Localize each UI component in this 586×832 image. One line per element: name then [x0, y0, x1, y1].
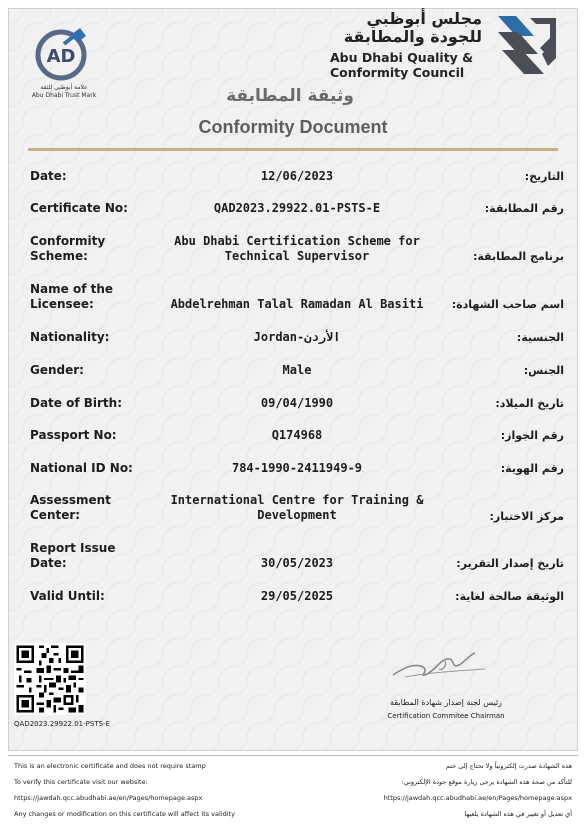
field-label-arabic: رقم الجواز:: [500, 429, 564, 442]
field-value: Male: [282, 363, 312, 377]
qr-certificate-number: QAD2023.29922.01-PSTS-E: [14, 720, 110, 728]
chairman-title: Certification Commitee Chairman: [387, 712, 505, 720]
field-value: Abu Dhabi Certification Scheme for Technical Supervisor: [174, 234, 420, 263]
field-value: 09/04/1990: [260, 396, 334, 410]
field-value: 30/05/2023: [260, 556, 334, 570]
footer-verify-link-arabic-side[interactable]: https://jawdah.qcc.abudhabi.ae/en/Pages/homepage.aspx: [383, 794, 572, 802]
field-label-arabic: رقم الهوية:: [500, 462, 564, 475]
chairman-title-arabic: رئيس لجنة إصدار شهادة المطابقة: [390, 698, 502, 707]
abu-dhabi-trust-mark-logo: [34, 24, 92, 82]
footer-note-verify: To verify this certificate visit our website:: [14, 778, 148, 786]
council-chevron-logo: [494, 10, 560, 82]
council-name-english: Abu Dhabi Quality & Conformity Council: [330, 50, 474, 80]
field-label: Date:: [30, 169, 67, 183]
field-label: Report Issue Date:: [30, 541, 116, 570]
field-label: Assessment Center:: [30, 493, 111, 522]
field-label: Certificate No:: [30, 201, 128, 215]
field-label: Date of Birth:: [30, 396, 123, 410]
field-label-arabic: رقم المطابقة:: [484, 202, 564, 215]
field-value: QAD2023.29922.01-PSTS-E: [213, 201, 381, 215]
field-label-arabic: الوثيقة صالحة لغاية:: [455, 590, 564, 603]
field-label-arabic: الجنسية:: [516, 331, 564, 344]
field-value: International Centre for Training & Development: [170, 493, 424, 522]
field-label: National ID No:: [30, 461, 133, 475]
field-label: Gender:: [30, 363, 84, 377]
verification-qr-code[interactable]: [14, 643, 86, 715]
document-title: Conformity Document: [198, 117, 388, 137]
footer-note-validity-arabic: أي تعديل أو تغيير في هذه الشهادة يلغيها: [464, 810, 572, 818]
title-divider: [28, 148, 558, 151]
field-label: Conformity Scheme:: [30, 234, 106, 263]
footer-note-validity: Any changes or modification on this certificate will affect its validity: [14, 810, 235, 818]
field-label-arabic: الجنس:: [523, 364, 564, 377]
field-value: Q174968: [271, 428, 323, 442]
document-title-arabic: وثيقة المطابقة: [226, 86, 354, 106]
field-value: 29/05/2025: [260, 589, 334, 603]
field-label-arabic: تاريخ إصدار التقرير:: [456, 557, 564, 570]
footer-note-electronic: This is an electronic certificate and does not require stamp: [14, 762, 206, 770]
council-name-arabic: مجلس أبوظبي للجودة والمطابقة: [343, 9, 482, 46]
field-label-arabic: تاريخ الميلاد:: [495, 397, 564, 410]
footer-verify-link[interactable]: https://jawdah.qcc.abudhabi.ae/en/Pages/homepage.aspx: [14, 794, 203, 802]
field-value: 784-1990-2411949-9: [231, 461, 363, 475]
field-value: Abdelrehman Talal Ramadan Al Basiti: [170, 297, 424, 311]
trust-mark-caption: علامة أبوظبي للثقة Abu Dhabi Trust Mark: [31, 84, 97, 99]
field-label: Valid Until:: [30, 589, 105, 603]
field-label-arabic: برنامج المطابقة:: [472, 250, 564, 263]
field-label: Passport No:: [30, 428, 117, 442]
field-label-arabic: اسم صاحب الشهادة:: [451, 298, 564, 311]
field-value: Jordan-الأردن: [253, 330, 341, 344]
field-value: 12/06/2023: [260, 169, 334, 183]
chairman-signature: [385, 645, 495, 689]
field-label-arabic: التاريخ:: [524, 170, 564, 183]
field-label: Nationality:: [30, 330, 110, 344]
field-label-arabic: مركز الاختبار:: [489, 510, 564, 523]
footer-note-verify-arabic: للتأكد من صحة هذه الشهادة يرجى زيارة موقع جودة الإلكتروني:: [401, 778, 572, 786]
svg-text:AD: AD: [46, 46, 76, 67]
footer-divider: [8, 755, 578, 756]
footer-note-electronic-arabic: هذه الشهادة صدرت إلكترونياً ولا تحتاج إلى ختم: [445, 762, 572, 770]
field-label: Name of the Licensee:: [30, 282, 114, 311]
